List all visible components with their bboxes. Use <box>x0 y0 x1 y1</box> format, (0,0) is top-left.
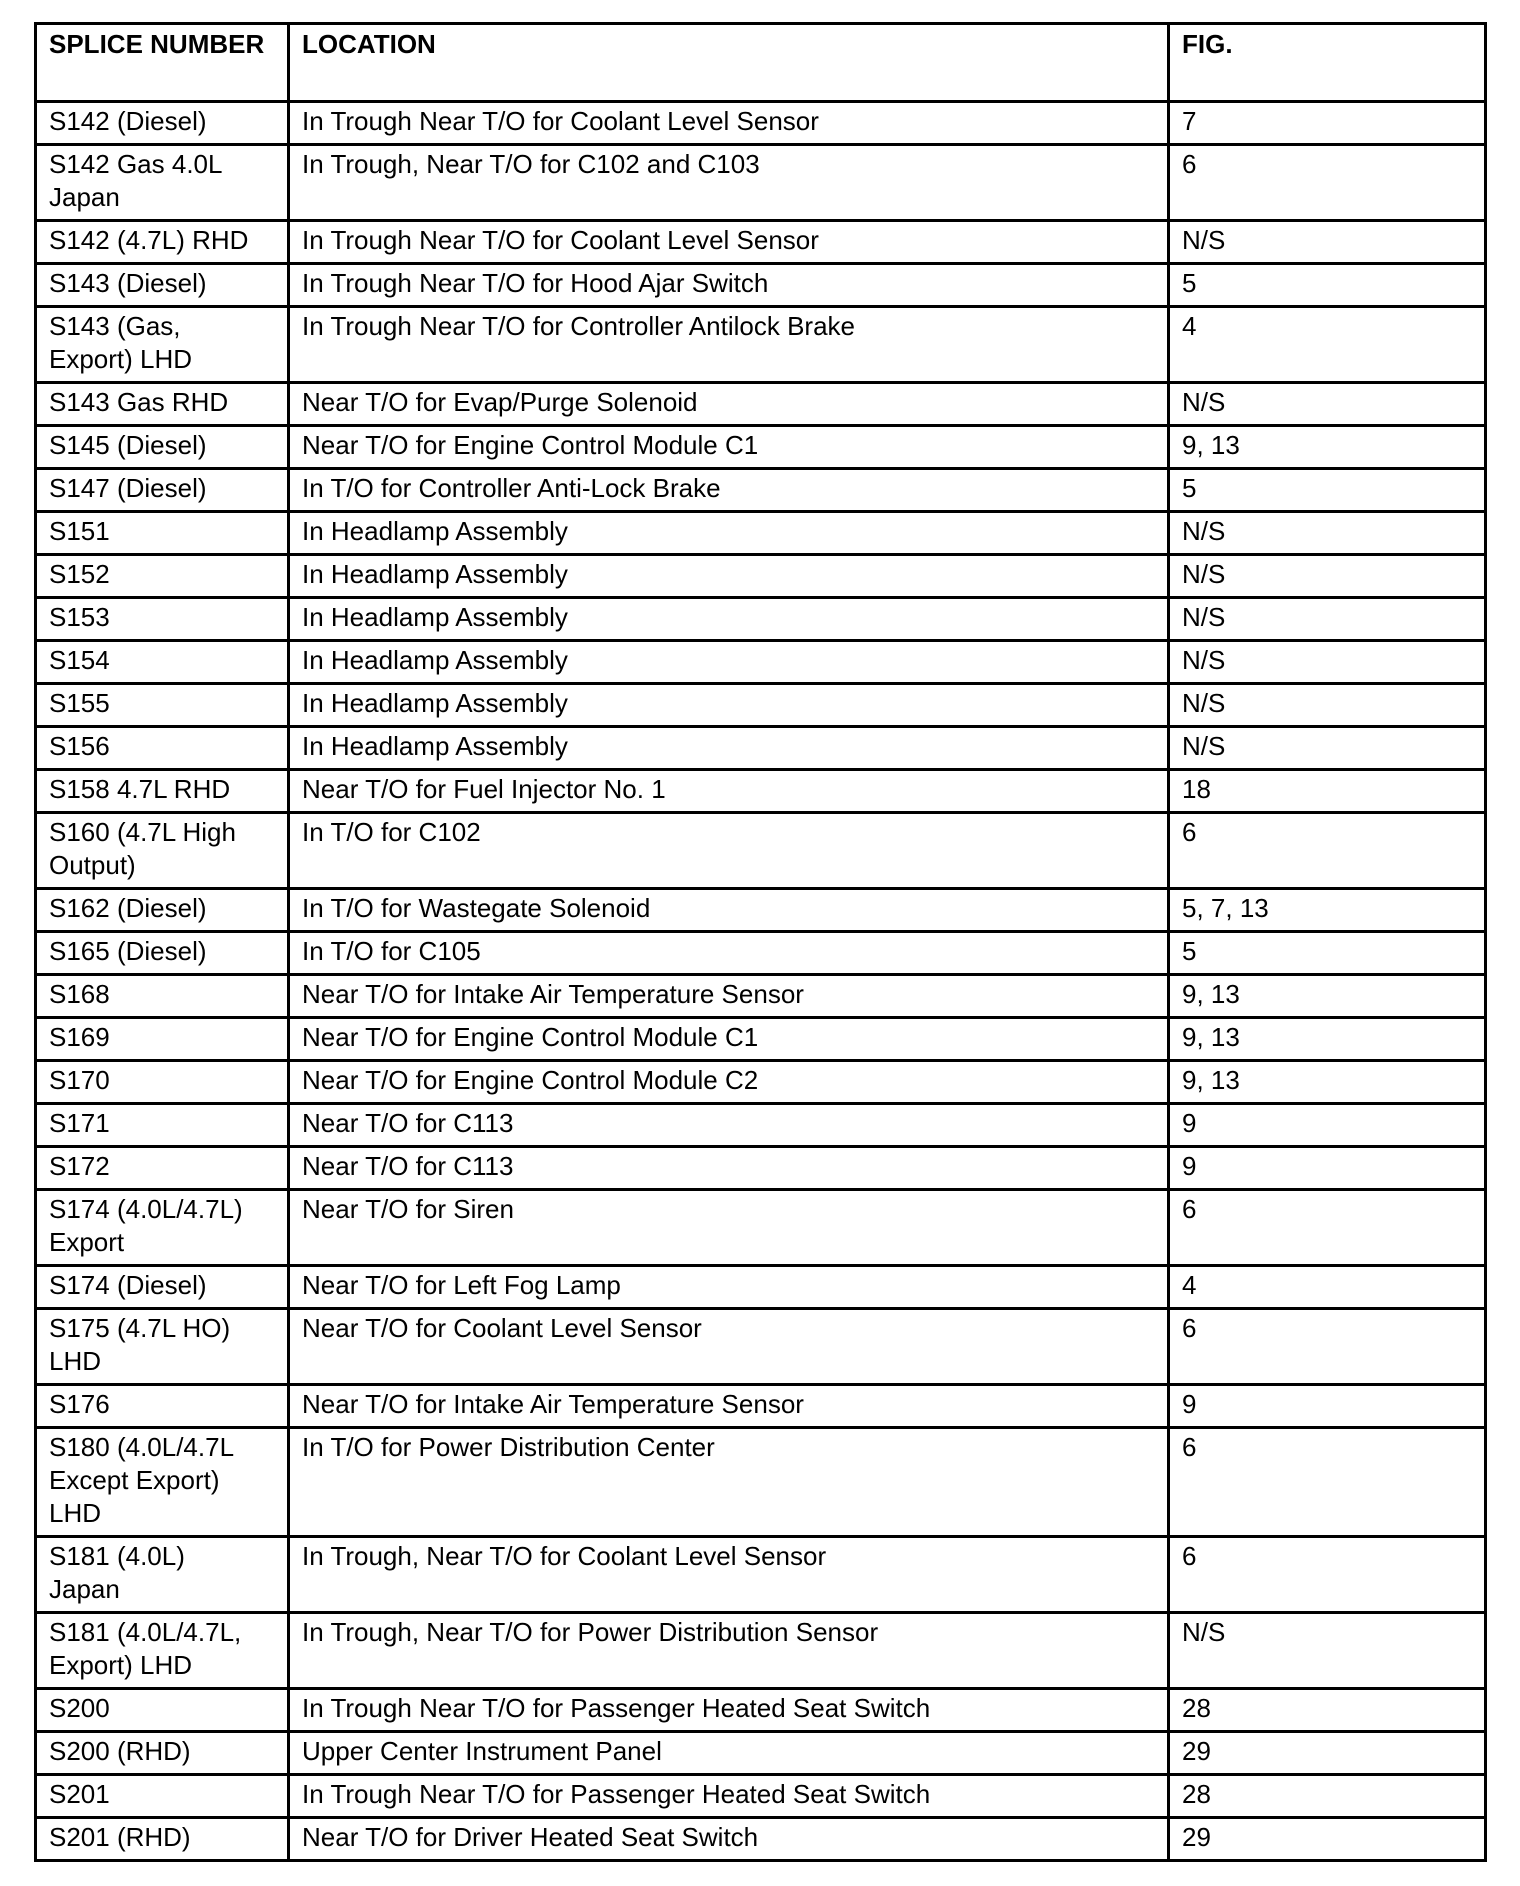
cell-splice-number <box>36 264 289 307</box>
cell-location: In Headlamp Assembly <box>289 512 1169 555</box>
cell-fig: N/S <box>1169 1613 1486 1689</box>
splice-number-line: Japan <box>49 182 120 212</box>
header-fig: FIG. <box>1169 24 1486 102</box>
cell-location: In Trough, Near T/O for C102 and C103 <box>289 145 1169 221</box>
cell-location: Near T/O for Intake Air Temperature Sensor <box>289 1385 1169 1428</box>
splice-number-line: Japan <box>49 1574 120 1604</box>
table-row <box>36 1104 1486 1147</box>
splice-number-line: S142 Gas 4.0L <box>49 149 223 179</box>
header-splice-number-line-1: SPLICE <box>49 29 143 59</box>
cell-splice-number <box>36 1190 289 1266</box>
cell-fig: N/S <box>1169 221 1486 264</box>
splice-number-line: S181 (4.0L/4.7L, <box>49 1617 242 1647</box>
cell-fig: N/S <box>1169 641 1486 684</box>
cell-splice-number <box>36 813 289 889</box>
cell-splice-number <box>36 889 289 932</box>
cell-fig: 6 <box>1169 1428 1486 1537</box>
cell-splice-number <box>36 1147 289 1190</box>
cell-location: In Headlamp Assembly <box>289 555 1169 598</box>
splice-number-line: S201 (RHD) <box>49 1822 191 1852</box>
cell-splice-number <box>36 1428 289 1537</box>
cell-splice-number <box>36 684 289 727</box>
cell-splice-number <box>36 975 289 1018</box>
cell-fig: 28 <box>1169 1689 1486 1732</box>
cell-fig: N/S <box>1169 383 1486 426</box>
cell-fig: 9, 13 <box>1169 1018 1486 1061</box>
cell-splice-number <box>36 1537 289 1613</box>
table-row <box>36 383 1486 426</box>
splice-number-line: S172 <box>49 1151 110 1181</box>
cell-fig: 9 <box>1169 1385 1486 1428</box>
cell-location: In Trough Near T/O for Hood Ajar Switch <box>289 264 1169 307</box>
splice-number-line: S168 <box>49 979 110 1009</box>
splice-number-line: S145 (Diesel) <box>49 430 207 460</box>
table-row <box>36 813 1486 889</box>
cell-fig: 9, 13 <box>1169 426 1486 469</box>
cell-location: In T/O for Controller Anti-Lock Brake <box>289 469 1169 512</box>
splice-number-line: S175 (4.7L HO) <box>49 1313 231 1343</box>
table-row <box>36 1190 1486 1266</box>
splice-number-line: S171 <box>49 1108 110 1138</box>
table-row <box>36 469 1486 512</box>
cell-splice-number <box>36 555 289 598</box>
splice-number-line: S152 <box>49 559 110 589</box>
cell-location: In Trough, Near T/O for Power Distribution Sensor <box>289 1613 1169 1689</box>
table-row <box>36 770 1486 813</box>
cell-splice-number <box>36 383 289 426</box>
splice-number-line: Output) <box>49 850 136 880</box>
cell-splice-number <box>36 598 289 641</box>
table-row <box>36 1147 1486 1190</box>
splice-number-line: S142 (Diesel) <box>49 106 207 136</box>
splice-number-line: S174 (Diesel) <box>49 1270 207 1300</box>
cell-splice-number <box>36 102 289 145</box>
cell-splice-number <box>36 469 289 512</box>
cell-fig: N/S <box>1169 727 1486 770</box>
cell-fig: N/S <box>1169 598 1486 641</box>
cell-splice-number <box>36 770 289 813</box>
cell-fig: 9, 13 <box>1169 1061 1486 1104</box>
cell-splice-number <box>36 1266 289 1309</box>
cell-location: In Headlamp Assembly <box>289 684 1169 727</box>
table-row <box>36 1689 1486 1732</box>
cell-location: In T/O for C105 <box>289 932 1169 975</box>
splice-location-table <box>34 22 1487 1862</box>
splice-number-line: S158 4.7L RHD <box>49 774 231 804</box>
cell-fig: 18 <box>1169 770 1486 813</box>
cell-location: In Trough Near T/O for Passenger Heated Seat Switch <box>289 1775 1169 1818</box>
table-row <box>36 684 1486 727</box>
cell-splice-number <box>36 1689 289 1732</box>
splice-number-line: S200 <box>49 1693 110 1723</box>
splice-number-line: S200 (RHD) <box>49 1736 191 1766</box>
cell-fig: N/S <box>1169 684 1486 727</box>
table-row <box>36 727 1486 770</box>
table-row <box>36 1732 1486 1775</box>
table-row <box>36 1309 1486 1385</box>
cell-location: In T/O for Power Distribution Center <box>289 1428 1169 1537</box>
splice-number-line: LHD <box>49 1346 102 1376</box>
splice-number-line: S151 <box>49 516 110 546</box>
cell-splice-number <box>36 221 289 264</box>
cell-fig: N/S <box>1169 512 1486 555</box>
table-row <box>36 641 1486 684</box>
table-row <box>36 1428 1486 1537</box>
table-row <box>36 1018 1486 1061</box>
cell-fig: 5 <box>1169 264 1486 307</box>
table-row <box>36 1775 1486 1818</box>
splice-number-line: S162 (Diesel) <box>49 893 207 923</box>
cell-fig: 9, 13 <box>1169 975 1486 1018</box>
splice-number-line: Export) LHD <box>49 344 193 374</box>
cell-location: In T/O for Wastegate Solenoid <box>289 889 1169 932</box>
cell-splice-number <box>36 1018 289 1061</box>
table-row <box>36 1818 1486 1861</box>
cell-splice-number <box>36 512 289 555</box>
splice-number-line: S180 (4.0L/4.7L <box>49 1432 235 1462</box>
splice-number-line: Export <box>49 1227 125 1257</box>
cell-location: Near T/O for Siren <box>289 1190 1169 1266</box>
cell-location: Near T/O for Engine Control Module C1 <box>289 1018 1169 1061</box>
cell-location: Upper Center Instrument Panel <box>289 1732 1169 1775</box>
cell-fig: 28 <box>1169 1775 1486 1818</box>
splice-number-line: S143 (Diesel) <box>49 268 207 298</box>
splice-number-line: S165 (Diesel) <box>49 936 207 966</box>
splice-number-line: S154 <box>49 645 110 675</box>
table-row <box>36 1537 1486 1613</box>
cell-location: In Trough Near T/O for Controller Antilock Brake <box>289 307 1169 383</box>
cell-fig: 29 <box>1169 1732 1486 1775</box>
table-row <box>36 975 1486 1018</box>
table-row <box>36 307 1486 383</box>
cell-location: In Headlamp Assembly <box>289 598 1169 641</box>
table-row <box>36 1613 1486 1689</box>
cell-location: In Trough, Near T/O for Coolant Level Sensor <box>289 1537 1169 1613</box>
splice-number-line: S170 <box>49 1065 110 1095</box>
cell-location: In Trough Near T/O for Coolant Level Sensor <box>289 102 1169 145</box>
splice-number-line: S143 (Gas, <box>49 311 181 341</box>
header-row <box>36 24 1486 102</box>
splice-number-line: S147 (Diesel) <box>49 473 207 503</box>
cell-fig: 6 <box>1169 1537 1486 1613</box>
header-splice-number-line-2: NUMBER <box>150 29 265 59</box>
cell-splice-number <box>36 727 289 770</box>
cell-splice-number <box>36 1309 289 1385</box>
cell-fig: 6 <box>1169 1309 1486 1385</box>
cell-fig: 4 <box>1169 1266 1486 1309</box>
cell-location: Near T/O for Intake Air Temperature Sensor <box>289 975 1169 1018</box>
table-row <box>36 512 1486 555</box>
cell-fig: 9 <box>1169 1147 1486 1190</box>
cell-splice-number <box>36 1061 289 1104</box>
cell-splice-number <box>36 307 289 383</box>
cell-splice-number <box>36 145 289 221</box>
cell-fig: 6 <box>1169 813 1486 889</box>
splice-number-line: S143 Gas RHD <box>49 387 229 417</box>
cell-location: Near T/O for Engine Control Module C1 <box>289 426 1169 469</box>
cell-location: In T/O for C102 <box>289 813 1169 889</box>
cell-splice-number <box>36 1732 289 1775</box>
table-row <box>36 555 1486 598</box>
table-body <box>36 102 1486 1861</box>
table-row <box>36 221 1486 264</box>
cell-location: Near T/O for Coolant Level Sensor <box>289 1309 1169 1385</box>
table-row <box>36 145 1486 221</box>
splice-number-line: S153 <box>49 602 110 632</box>
splice-number-line: S181 (4.0L) <box>49 1541 185 1571</box>
cell-location: Near T/O for C113 <box>289 1104 1169 1147</box>
cell-location: Near T/O for C113 <box>289 1147 1169 1190</box>
splice-number-line: S155 <box>49 688 110 718</box>
cell-location: Near T/O for Evap/Purge Solenoid <box>289 383 1169 426</box>
table-row <box>36 264 1486 307</box>
cell-fig: 4 <box>1169 307 1486 383</box>
header-location: LOCATION <box>289 24 1169 102</box>
splice-number-line: Except Export) <box>49 1465 220 1495</box>
table-row <box>36 932 1486 975</box>
cell-splice-number <box>36 641 289 684</box>
cell-fig: 6 <box>1169 145 1486 221</box>
cell-location: Near T/O for Left Fog Lamp <box>289 1266 1169 1309</box>
cell-location: In Trough Near T/O for Passenger Heated Seat Switch <box>289 1689 1169 1732</box>
splice-number-line: LHD <box>49 1498 102 1528</box>
cell-splice-number <box>36 1104 289 1147</box>
header-splice-number <box>36 24 289 102</box>
cell-location: In Headlamp Assembly <box>289 727 1169 770</box>
table-row <box>36 598 1486 641</box>
cell-location: Near T/O for Fuel Injector No. 1 <box>289 770 1169 813</box>
cell-fig: 29 <box>1169 1818 1486 1861</box>
splice-number-line: S201 <box>49 1779 110 1809</box>
table-row <box>36 1266 1486 1309</box>
splice-number-line: S160 (4.7L High <box>49 817 236 847</box>
cell-fig: 7 <box>1169 102 1486 145</box>
cell-fig: 5 <box>1169 932 1486 975</box>
splice-number-line: Export) LHD <box>49 1650 193 1680</box>
splice-number-line: S169 <box>49 1022 110 1052</box>
table-row <box>36 102 1486 145</box>
cell-fig: 5, 7, 13 <box>1169 889 1486 932</box>
cell-fig: 5 <box>1169 469 1486 512</box>
cell-fig: N/S <box>1169 555 1486 598</box>
cell-location: Near T/O for Engine Control Module C2 <box>289 1061 1169 1104</box>
table-row <box>36 1385 1486 1428</box>
cell-splice-number <box>36 426 289 469</box>
splice-number-line: S142 (4.7L) RHD <box>49 225 249 255</box>
splice-number-line: S156 <box>49 731 110 761</box>
cell-location: Near T/O for Driver Heated Seat Switch <box>289 1818 1169 1861</box>
cell-fig: 9 <box>1169 1104 1486 1147</box>
cell-splice-number <box>36 932 289 975</box>
splice-number-line: S176 <box>49 1389 110 1419</box>
cell-splice-number <box>36 1775 289 1818</box>
cell-fig: 6 <box>1169 1190 1486 1266</box>
cell-location: In Trough Near T/O for Coolant Level Sensor <box>289 221 1169 264</box>
table-row <box>36 889 1486 932</box>
table-row <box>36 426 1486 469</box>
cell-location: In Headlamp Assembly <box>289 641 1169 684</box>
splice-number-line: S174 (4.0L/4.7L) <box>49 1194 243 1224</box>
table-row <box>36 1061 1486 1104</box>
cell-splice-number <box>36 1613 289 1689</box>
table-header <box>36 24 1486 102</box>
cell-splice-number <box>36 1385 289 1428</box>
cell-splice-number <box>36 1818 289 1861</box>
